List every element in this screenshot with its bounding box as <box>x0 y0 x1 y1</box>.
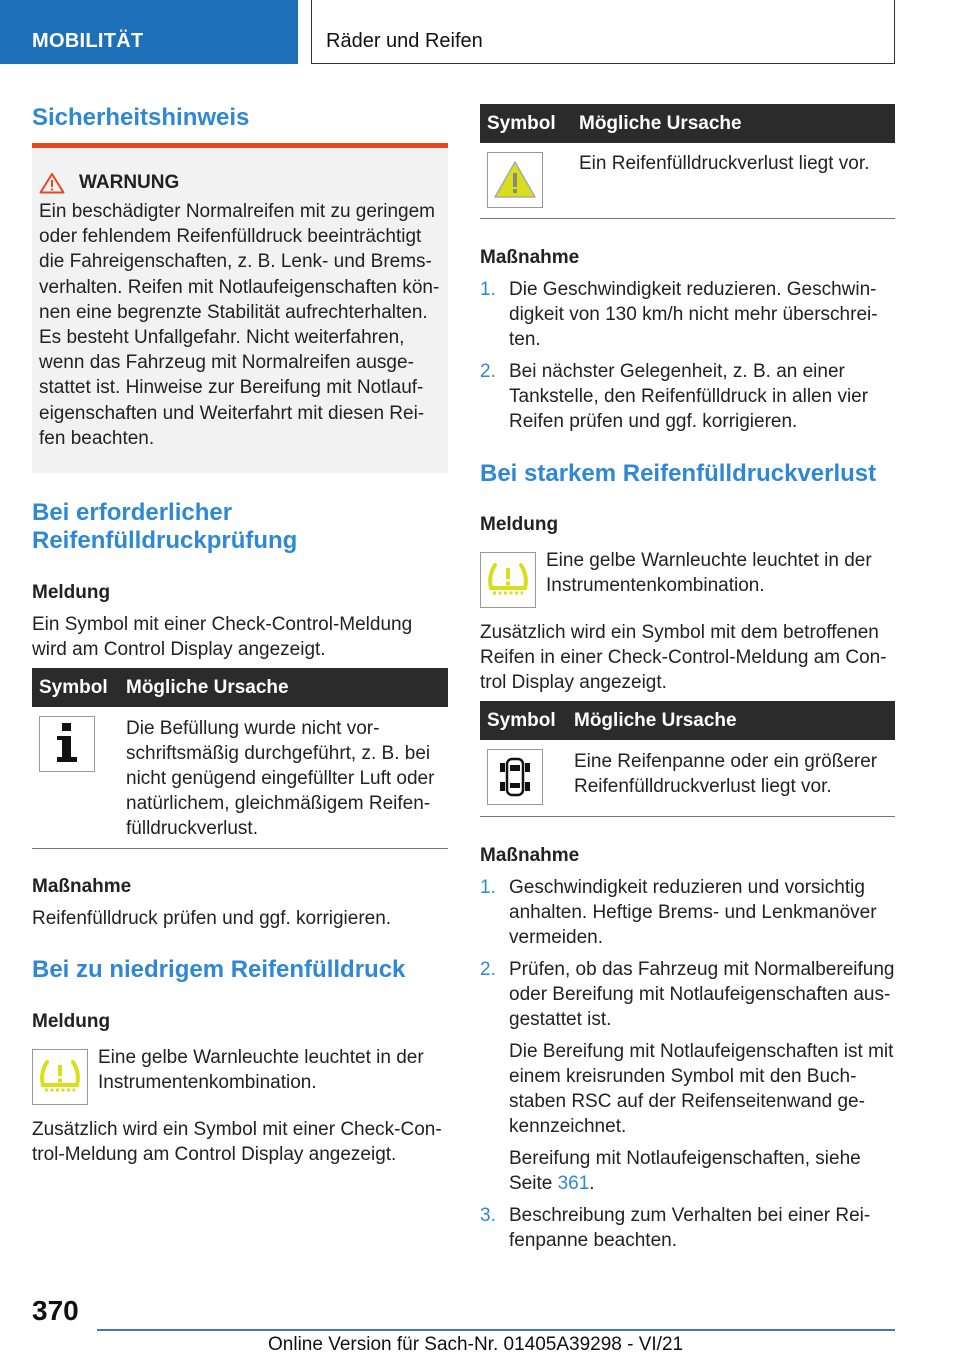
heading-low-pressure: Bei zu niedrigem Reifenfülldruck <box>32 956 406 983</box>
symbol-table-3 <box>480 701 895 817</box>
step-number: 3. <box>480 1205 496 1226</box>
tire-pressure-warning-lamp-icon <box>480 552 536 608</box>
info-icon <box>39 716 95 772</box>
lamp-text-right: Eine gelbe Warnleuchte leuchtet in der Instrumentenkombination. <box>546 550 872 596</box>
table-row <box>32 707 448 848</box>
massnahme-1-text: Reifenfülldruck prüfen und ggf. korrigieren. <box>32 908 392 929</box>
table-header-cause: Mögliche Ursache <box>567 701 895 740</box>
extra-text-left: Zusätzlich wird ein Symbol mit einer Check-Con-trol-Meldung am Control Display angezeigt. <box>32 1119 442 1165</box>
list-item <box>480 359 895 434</box>
warning-title: WARNUNG <box>79 172 180 193</box>
heading-meldung-3: Meldung <box>480 514 559 535</box>
step-text: Die Geschwindigkeit reduzieren. Geschwin-digkeit von 130 km/h nicht mehr überschrei-ten. <box>509 279 878 350</box>
step-text: Beschreibung zum Verhalten bei einer Rei-fenpanne beachten. <box>509 1205 871 1251</box>
symbol-table-2 <box>480 104 895 219</box>
step-number: 1. <box>480 877 496 898</box>
list-item <box>480 277 895 352</box>
step-note-reference <box>509 1146 895 1196</box>
heading-meldung-1: Meldung <box>32 582 111 603</box>
heading-massnahme-2: Maßnahme <box>480 247 580 268</box>
lamp-text-left: Eine gelbe Warnleuchte leuchtet in der Instrumentenkombination. <box>98 1047 424 1093</box>
table-header-symbol: Symbol <box>480 701 567 740</box>
reference-text: Bereifung mit Notlaufeigenschaften, siehe Seite <box>509 1148 861 1194</box>
chapter-title: Räder und Reifen <box>326 30 483 52</box>
warning-triangle-icon <box>39 172 65 194</box>
step-text: Geschwindigkeit reduzieren und vorsichtig anhalten. Heftige Brems- und Lenkmanöver vermeiden. <box>509 877 877 948</box>
section-title: MOBILITÄT <box>32 30 144 52</box>
symbol-table-1 <box>32 668 448 849</box>
table-header-cause: Mögliche Ursache <box>572 104 895 143</box>
section-tab <box>0 0 298 64</box>
table-cause-cell: Eine Reifenpanne oder ein größerer Reifenfülldruckverlust liegt vor. <box>567 740 895 816</box>
list-item <box>480 1203 895 1253</box>
warning-triangle-icon <box>487 152 543 208</box>
heading-safety: Sicherheitshinweis <box>32 104 250 131</box>
list-item <box>480 957 895 1196</box>
steps-list-2 <box>480 277 895 434</box>
heading-strong-loss: Bei starkem Reifenfülldruckverlust <box>480 460 877 487</box>
vehicle-tire-icon <box>487 749 543 805</box>
footer-divider <box>97 1329 895 1331</box>
heading-meldung-2: Meldung <box>32 1011 111 1032</box>
meldung-1-text: Ein Symbol mit einer Check-Control-Meldung wird am Control Display angezeigt. <box>32 614 413 660</box>
table-cause-cell: Ein Reifenfülldruckverlust liegt vor. <box>572 143 895 218</box>
step-number: 2. <box>480 959 496 980</box>
warning-box <box>32 143 448 473</box>
steps-list-3 <box>480 875 895 1253</box>
reference-end: . <box>589 1173 595 1194</box>
step-number: 1. <box>480 279 496 300</box>
footer-text: Online Version für Sach-Nr. 01405A39298 - VI/21 <box>268 1334 684 1355</box>
heading-massnahme-3: Maßnahme <box>480 845 580 866</box>
extra-text-right: Zusätzlich wird ein Symbol mit dem betroffenen Reifen in einer Check-Control-Meldung am Con-trol Display angezeigt. <box>480 622 887 693</box>
step-text: Prüfen, ob das Fahrzeug mit Normalbereifung oder Bereifung mit Notlaufeigenschaften aus-gestattet ist. <box>509 959 895 1030</box>
heading-massnahme-1: Maßnahme <box>32 876 132 897</box>
chapter-header <box>311 0 895 64</box>
step-text: Bei nächster Gelegenheit, z. B. an einer Tankstelle, den Reifenfülldruck in allen vier Reifen prüfen und ggf. korrigieren. <box>509 361 869 432</box>
table-row <box>480 143 895 218</box>
table-row <box>480 740 895 816</box>
table-header-symbol: Symbol <box>480 104 572 143</box>
heading-check-line1: Bei erforderlicher <box>32 499 233 526</box>
table-cause-cell: Die Befüllung wurde nicht vor-schriftsmäßig durchgeführt, z. B. bei nicht genügend eingefüllter Luft oder natürlichem, gleichmäßigem Reifen-fülldruckverlust. <box>119 707 448 848</box>
list-item <box>480 875 895 950</box>
page-number: 370 <box>32 1295 79 1326</box>
page-link[interactable]: 361 <box>557 1173 590 1194</box>
step-note-rsc: Die Bereifung mit Notlaufeigenschaften ist mit einem kreisrunden Symbol mit den Buch-staben RSC auf der Reifenseitenwand ge-kennzeichnet. <box>509 1041 894 1137</box>
heading-check-line2: Reifenfülldruckprüfung <box>32 527 298 554</box>
table-header-symbol: Symbol <box>32 668 119 707</box>
warning-text: Ein beschädigter Normalreifen mit zu geringem oder fehlendem Reifenfülldruck beeinträchtigt die Fahreigenschaften, z. B. Lenk- und Brems-verhalten. Reifen mit Notlaufeigenschaften kön-nen eine begrenzte Stabilität aufrechterhalten. Es besteht Unfallgefahr. Nicht weiterfahren, wenn das Fahrzeug mit Normalreifen ausge-stattet ist. Hinweise zur Bereifung mit Notlauf-eigenschaften und Weiterfahrt mit diesen Rei-fen beachten. <box>39 201 440 449</box>
tire-pressure-warning-lamp-icon <box>32 1049 88 1105</box>
warning-title-row <box>39 170 440 195</box>
table-header-cause: Mögliche Ursache <box>119 668 448 707</box>
step-number: 2. <box>480 361 496 382</box>
